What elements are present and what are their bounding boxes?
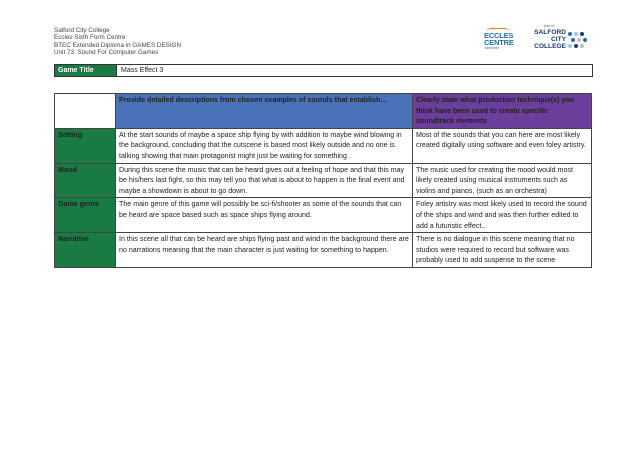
logo-dot: [580, 32, 584, 36]
genre-technique-cell: Foley artistry was most likely used to record the sound of the ships and wind and was then further edited to add a futuristic effect..: [413, 198, 592, 233]
salford-logo-line2: CITY: [550, 36, 566, 44]
narrative-description-cell: In this scene all that can be heard are ships flying past and wind in the background there are no narrations meaning that the main character is just waiting for something to happen.: [116, 233, 413, 268]
narrative-technique-cell: There is no dialogue in this scene meaning that no studios were required to record but software was probably used to add suspense to the scene: [413, 233, 592, 268]
genre-description-cell: The main genre of this game will possibly be sci-fi/shooter as some of the sounds that can be heard are space based such as space ships flying around.: [116, 198, 413, 233]
salford-city-college-logo: [530, 24, 592, 55]
header-unit: Unit 73: Sound For Computer Games: [54, 49, 159, 57]
game-title-label: Game Title: [55, 65, 117, 76]
eccles-logo-text: [484, 32, 514, 46]
logo-dot: [577, 38, 581, 42]
table-row: [55, 233, 592, 268]
setting-description-cell: At the start sounds of maybe a space ship flying by with addition to maybe wind blowing in the background, concluding that the cutscene is based most likely outside and no one is talking showing that main protagonist might just be waiting for something .: [116, 128, 413, 163]
logo-dot: [580, 44, 584, 48]
table-header-row: [55, 94, 592, 129]
table-row: [55, 198, 592, 233]
logo-dot: [568, 44, 572, 48]
header-course: BTEC Extended Diploma in GAMES DESIGN: [54, 41, 182, 49]
logo-dot: [571, 38, 575, 42]
game-title-value: Mass Effect 3: [121, 67, 164, 74]
table-corner-cell: [55, 94, 116, 129]
salford-logo-dots: [568, 32, 592, 52]
logo-dot: [568, 32, 572, 36]
table-row: [55, 128, 592, 163]
salford-logo-line1: SALFORD: [534, 29, 566, 36]
logo-dot: [574, 32, 578, 36]
table-row: [55, 163, 592, 198]
row-label-game-genre: Game genre: [55, 198, 116, 233]
salford-logo-line3: COLLEGE: [534, 43, 566, 51]
header-college: Salford City College: [54, 27, 110, 34]
game-title-row: [54, 64, 593, 77]
technique-column-header: Clearly state what production technique(s) you think have been used to create specific soundtrack elements: [413, 94, 592, 129]
row-label-setting: Setting: [55, 128, 116, 163]
document-header: [54, 27, 181, 57]
eccles-centre-logo: [484, 28, 516, 56]
mood-technique-cell: The music used for creating the mood would most likely created using musical instruments such as violins and pianos, (such as an orchestra): [413, 163, 592, 198]
header-centre: Eccles Sixth Form Centre: [54, 34, 126, 42]
eccles-logo-line1: ECCLES: [484, 31, 514, 40]
salford-logo-sub: part of: [544, 24, 554, 28]
sound-analysis-table: [54, 93, 592, 268]
logo-dot: [583, 38, 587, 42]
row-label-mood: Mood: [55, 163, 116, 198]
description-column-header: Provide detailed descriptions from chosen examples of sounds that establish…: [116, 94, 413, 129]
eccles-logo-sub: sixth form: [485, 46, 499, 50]
eccles-logo-line2: CENTRE: [484, 38, 514, 47]
logo-dot: [574, 44, 578, 48]
mood-description-cell: During this scene the music that can be heard gives out a feeling of hope and that this may be his/hers last fight, so this may tell you that what is about to happen is the final event and maybe a showdown is about to go down.: [116, 163, 413, 198]
salford-logo-text: [530, 29, 566, 51]
row-label-narrative: Narrative: [55, 233, 116, 268]
setting-technique-cell: Most of the sounds that you can here are most likely created digitally using software and even foley artistry.: [413, 128, 592, 163]
